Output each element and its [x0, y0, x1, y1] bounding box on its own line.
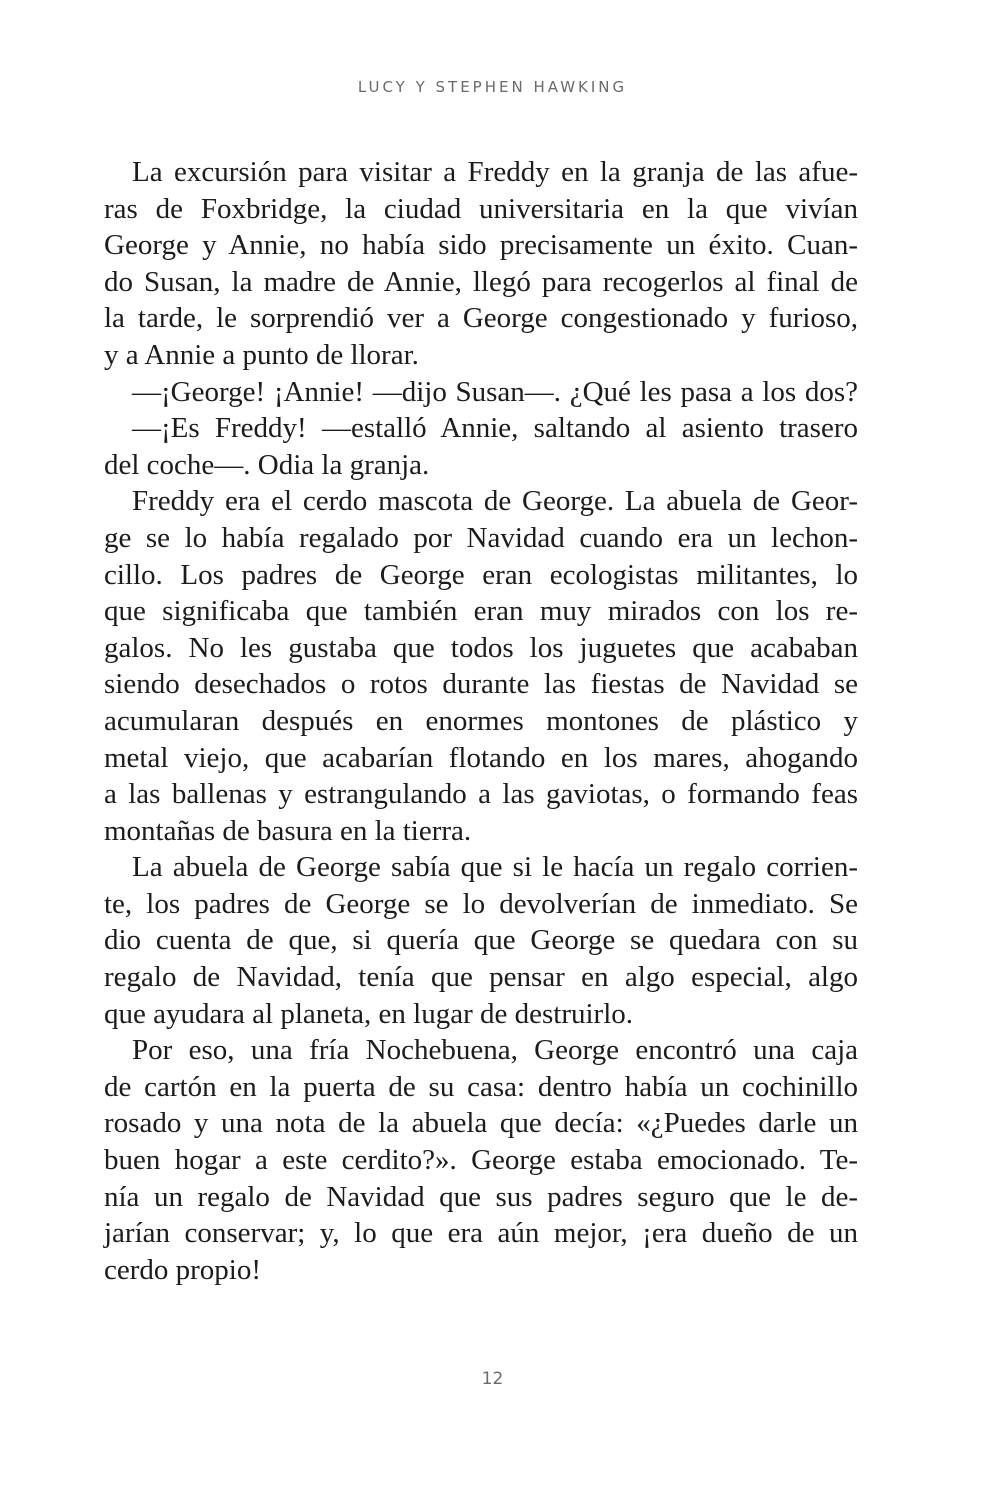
text-line: ge se lo había regalado por Navidad cuando era un lechon- — [104, 521, 858, 554]
text-line: que ayudara al planeta, en lugar de destruirlo. — [104, 997, 634, 1030]
text-line: do Susan, la madre de Annie, llegó para recogerlos al final de — [104, 265, 858, 298]
text-line: jarían conservar; y, lo que era aún mejor, ¡era dueño de un — [104, 1217, 858, 1250]
running-header: LUCY Y STEPHEN HAWKING — [357, 78, 628, 96]
text-line: rosado y una nota de la abuela que decía: «¿Puedes darle un — [104, 1107, 858, 1140]
text-line: nía un regalo de Navidad que sus padres seguro que le de- — [104, 1180, 858, 1213]
text-line: del coche—. Odia la granja. — [104, 448, 430, 481]
text-line: La excursión para visitar a Freddy en la granja de las afue- — [132, 156, 858, 188]
text-line: que significaba que también eran muy mirados con los re- — [104, 595, 858, 628]
text-line: cerdo propio! — [104, 1253, 262, 1286]
text-line: —¡George! ¡Annie! —dijo Susan—. ¿Qué les pasa a los dos? — [132, 375, 858, 408]
text-line: de cartón en la puerta de su casa: dentro había un cochinillo — [104, 1070, 858, 1103]
text-line: buen hogar a este cerdito?». George estaba emocionado. Te- — [104, 1144, 858, 1177]
text-line: metal viejo, que acabarían flotando en los mares, ahogando — [104, 741, 858, 774]
text-line: la tarde, le sorprendió ver a George congestionado y furioso, — [104, 302, 858, 335]
text-line: —¡Es Freddy! —estalló Annie, saltando al asiento trasero — [132, 412, 858, 445]
text-line: Freddy era el cerdo mascota de George. La abuela de Geor- — [132, 485, 858, 518]
page-number: 12 — [481, 1369, 504, 1389]
text-line: dio cuenta de que, si quería que George se quedara con su — [104, 924, 858, 957]
page-body-text — [104, 154, 858, 1288]
text-line: ras de Foxbridge, la ciudad universitaria en la que vivían — [104, 192, 858, 225]
text-line: te, los padres de George se lo devolverían de inmediato. Se — [104, 887, 858, 920]
text-line: galos. No les gustaba que todos los juguetes que acababan — [104, 631, 858, 664]
text-line: cillo. Los padres de George eran ecologistas militantes, lo — [104, 558, 858, 591]
text-line: acumularan después en enormes montones de plástico y — [104, 704, 858, 737]
text-line: George y Annie, no había sido precisamente un éxito. Cuan- — [104, 229, 858, 262]
text-line: y a Annie a punto de llorar. — [104, 338, 419, 371]
text-line: a las ballenas y estrangulando a las gaviotas, o formando feas — [104, 778, 858, 811]
text-line: montañas de basura en la tierra. — [104, 814, 472, 847]
text-line: Por eso, una fría Nochebuena, George encontró una caja — [132, 1034, 858, 1067]
text-line: regalo de Navidad, tenía que pensar en algo especial, algo — [104, 961, 858, 994]
text-line: siendo desechados o rotos durante las fiestas de Navidad se — [104, 668, 858, 701]
text-line: La abuela de George sabía que si le hacía un regalo corrien- — [132, 851, 858, 884]
